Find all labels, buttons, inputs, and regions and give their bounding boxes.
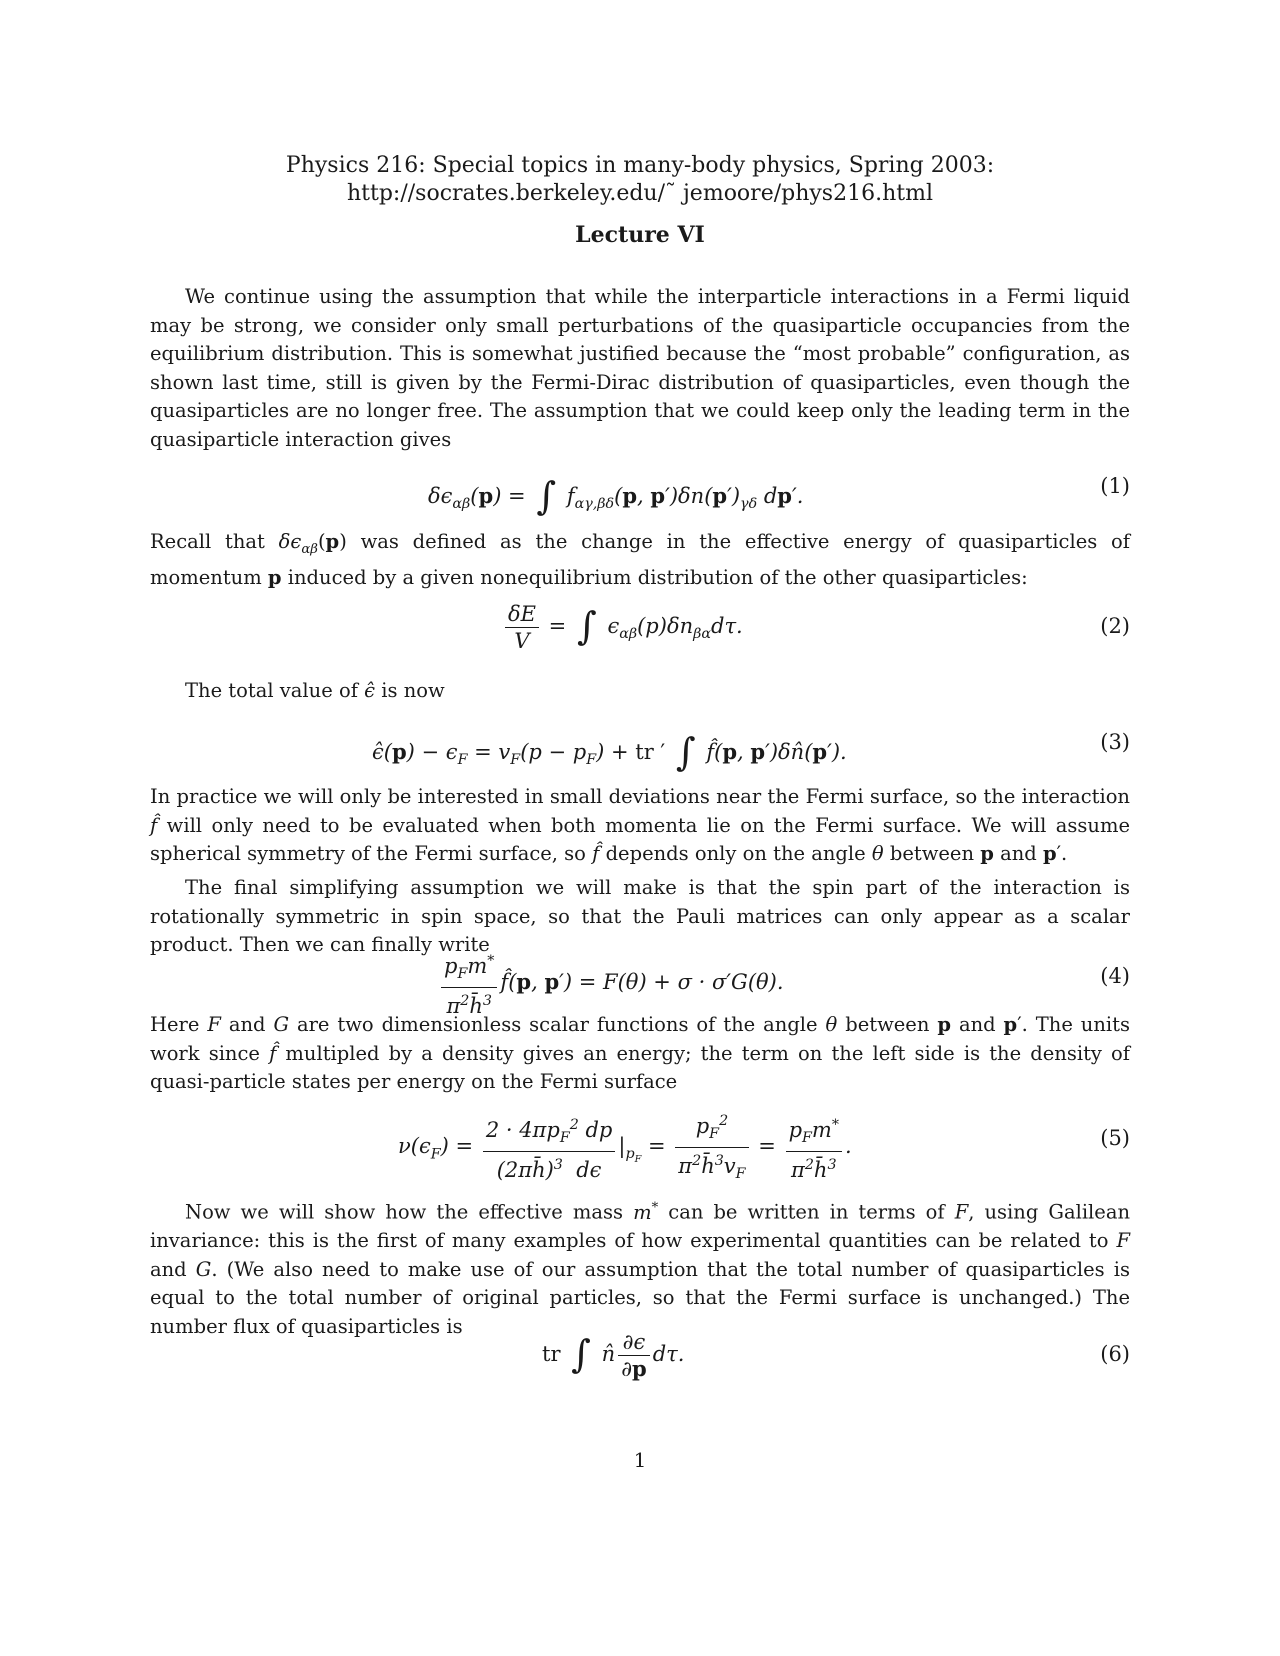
- equation-number: (5): [1100, 1126, 1130, 1150]
- paragraph-intro: We continue using the assumption that while the interparticle interactions in a Fermi liquid may be strong, we consider only small perturbations of the quasiparticle occupancies from the equilibrium distribution. This is somewhat justified because the “most probable” configuration, as shown last time, still is given by the Fermi-Dirac distribution of quasiparticles, even though the quasiparticles are no longer free. The assumption that we could keep only the leading term in the quasiparticle interaction gives: [150, 285, 1130, 451]
- paragraph-practice: In practice we will only be interested in small deviations near the Fermi surface, so the interaction f̂ will only need to be evaluated when both momenta lie on the Fermi surface. We will assume spherical symmetry of the Fermi surface, so f̂ depends only on the angle θ between p and p′.: [150, 785, 1130, 865]
- equation-1: $\delta\epsilon_{\alpha\beta}(p)$ = ∫ $f_{\alpha\gamma,\beta\delta}(p$, $p')\delta n(p')_{\gamma\delta}$ dp′. (1): [428, 474, 1130, 518]
- equation-number: (6): [1100, 1342, 1130, 1366]
- equation-2: $\frac{\delta E}{V}$ = ∫ $\epsilon_{\alpha\beta}(p)\delta n_{\beta\alpha}d\tau$. (2): [150, 598, 1130, 658]
- equation-4: $\frac{p_Fm^*}{\pi^2h̄^3}$ f̂(p, p′) = F(θ) + σ · σ′G(θ). (4): [150, 948, 1130, 1008]
- page-number: 1: [633, 1448, 647, 1472]
- lecture-title: Lecture VI: [575, 222, 705, 248]
- paragraph-effective-mass: Now we will show how the effective mass m* can be written in terms of F, using Galilean invariance: this is the first of many examples of how experimental quantities can be related to F and G. (We also need to make use of our assumption that the total number of quasiparticles is equal to the total number of original particles, so that the Fermi surface is unchanged.) The number flux of quasiparticles is: [150, 1200, 1131, 1338]
- paragraph-units: Here F and G are two dimensionless scalar functions of the angle θ between p and p′. The units work since f̂ multipled by a density gives an energy; the term on the left side is the density of quasi-particle states per energy on the Fermi surface: [150, 1013, 1131, 1093]
- equation-number: (2): [1100, 614, 1130, 638]
- equation-6: tr ∫ n̂ $\frac{\partial\epsilon}{\partial p}$ dτ. (6): [542, 1330, 1130, 1381]
- equation-3: ϵ̂(p) − $\epsilon_F = v_F(p - p_F)$ + tr ′ ∫ f̂(p, p′)δn̂(p′). (3): [372, 730, 1130, 774]
- equation-number: (4): [1100, 964, 1130, 988]
- course-title: Physics 216: Special topics in many-body physics, Spring 2003:: [285, 153, 995, 178]
- equation-number: (3): [1100, 730, 1130, 754]
- equation-number: (1): [1100, 474, 1130, 498]
- paragraph-total-value: The total value of ϵ̂ is now: [185, 679, 445, 702]
- course-url: http://socrates.berkeley.edu/˜ jemoore/phys216.html: [346, 181, 933, 206]
- equation-5: $\nu(\epsilon_F)$ = $\frac{2 \cdot 4\pi p_F^2 dp}{(2\pi h̄)^3 d\epsilon}$ $|_{p_F}$ = $\frac{p_F^2}{\pi^2h̄^3v_F}$ = $\frac{p_Fm^*}{\pi^2h̄^3}$ . (5): [150, 1108, 1130, 1178]
- paragraph-spin: The final simplifying assumption we will make is that the spin part of the interaction is rotationally symmetric in spin space, so that the Pauli matrices can only appear as a scalar product. Then we can finally write: [150, 876, 1130, 956]
- paragraph-recall: Recall that $\delta\epsilon_{\alpha\beta}(p)$ was defined as the change in the effective energy of quasiparticles of momentum p induced by a given nonequilibrium distribution of the other quasiparticles:: [150, 530, 1130, 590]
